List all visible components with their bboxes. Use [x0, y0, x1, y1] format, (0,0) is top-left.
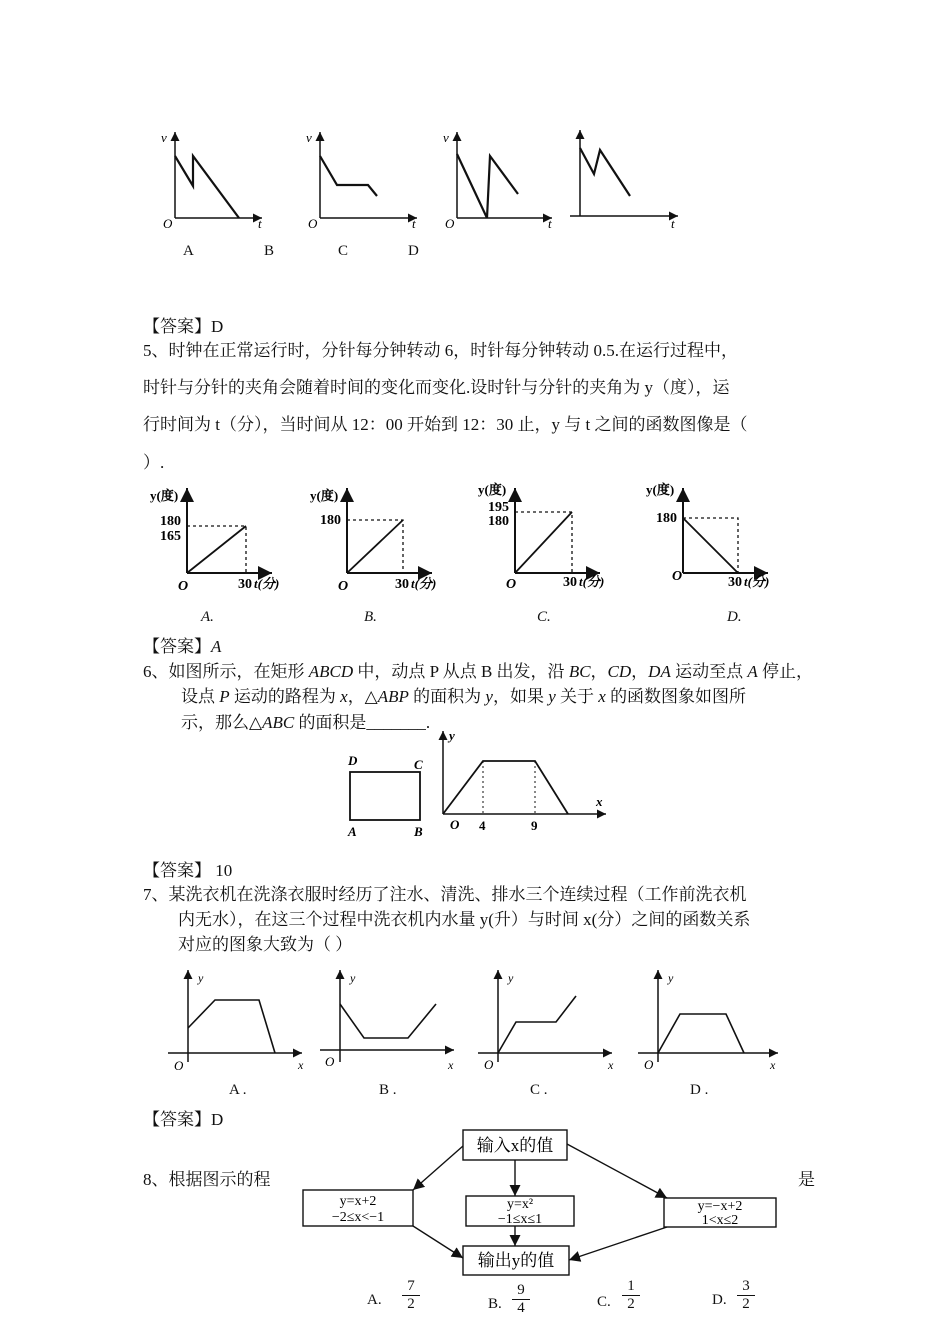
svg-text:O: O — [450, 817, 460, 832]
q7-option-a: A . — [229, 1082, 247, 1098]
svg-text:A: A — [348, 824, 357, 839]
svg-text:30: 30 — [728, 575, 742, 590]
q6-answer: 【答案】 10 — [143, 861, 233, 880]
svg-text:O: O — [308, 216, 318, 231]
q6-figure — [340, 728, 620, 843]
q4-graph-b — [306, 130, 417, 231]
svg-text:x: x — [770, 1058, 776, 1072]
q4-option-a: A — [183, 243, 194, 259]
svg-text:x: x — [298, 1058, 304, 1072]
q6-rectangle — [350, 772, 420, 820]
q4-graph-d — [570, 130, 678, 231]
svg-text:x: x — [608, 1058, 614, 1072]
q4-graphs — [150, 120, 710, 240]
q6-graph — [443, 728, 606, 833]
q5-option-d: D. — [727, 609, 742, 625]
svg-text:t(分): t(分) — [579, 574, 605, 589]
svg-text:30: 30 — [395, 577, 409, 592]
q8-option-d-fraction: $\frac{3}{2}$ — [737, 1278, 755, 1313]
q7-graph-d — [638, 970, 778, 1072]
svg-text:B: B — [414, 824, 423, 839]
svg-text:y(度): y(度) — [310, 488, 339, 503]
svg-text:y(度): y(度) — [478, 482, 507, 497]
q4-option-c: C — [338, 243, 349, 259]
svg-text:v: v — [443, 130, 449, 145]
svg-text:输入x的值: 输入x的值 — [476, 1136, 554, 1155]
q8-option-d: D. — [712, 1292, 727, 1308]
svg-text:180: 180 — [160, 514, 181, 529]
q8-option-a: A. — [367, 1292, 382, 1308]
svg-text:O: O — [506, 577, 517, 592]
svg-text:O: O — [672, 569, 683, 584]
svg-text:O: O — [644, 1057, 654, 1072]
svg-text:y=x²: y=x² — [506, 1197, 534, 1212]
q5-graph-d — [646, 482, 769, 590]
q5-graph-a — [150, 488, 279, 594]
svg-text:O: O — [325, 1054, 335, 1069]
svg-text:30: 30 — [563, 575, 577, 590]
svg-text:30: 30 — [238, 577, 252, 592]
q6-line-3: 示，那么△ABC 的面积是_______. — [181, 713, 431, 732]
svg-text:y: y — [198, 971, 204, 985]
svg-text:1<x≤2: 1<x≤2 — [701, 1213, 739, 1228]
svg-text:O: O — [174, 1058, 184, 1073]
svg-text:O: O — [178, 579, 189, 594]
svg-text:−2≤x<−1: −2≤x<−1 — [331, 1210, 385, 1225]
svg-text:输出y的值: 输出y的值 — [477, 1251, 555, 1270]
q7-line-3: 对应的图象大致为（ ） — [178, 935, 353, 954]
svg-text:t: t — [548, 216, 552, 231]
svg-text:t: t — [671, 216, 675, 231]
q7-line-2: 内无水），在这三个过程中洗衣机内水量 y(升）与时间 x(分）之间的函数关系 — [178, 910, 751, 929]
q7-graph-c — [478, 970, 614, 1072]
svg-text:t(分): t(分) — [411, 576, 437, 591]
q7-graph-a — [168, 970, 304, 1073]
q4-option-b: B — [264, 243, 275, 259]
svg-text:x: x — [596, 794, 603, 809]
svg-text:4: 4 — [479, 818, 486, 833]
q4a-t: t — [258, 216, 262, 231]
svg-text:t: t — [412, 216, 416, 231]
q7-answer: 【答案】D — [143, 1110, 224, 1129]
q8-option-a-fraction: $\frac{7}{2}$ — [402, 1278, 420, 1313]
q5-line-4: ）. — [143, 453, 165, 472]
q5-option-b: B. — [364, 609, 377, 625]
svg-text:180: 180 — [488, 514, 509, 529]
svg-text:195: 195 — [488, 500, 509, 515]
svg-text:y: y — [350, 971, 356, 985]
q4-graph-a — [161, 130, 262, 231]
q7-option-b: B . — [379, 1082, 397, 1098]
q4a-o: O — [163, 216, 173, 231]
svg-text:D: D — [348, 753, 358, 768]
q5-option-c: C. — [537, 609, 551, 625]
q4-answer: 【答案】D — [143, 317, 224, 336]
svg-text:y(度): y(度) — [646, 482, 675, 497]
q8-option-c: C. — [597, 1294, 611, 1310]
svg-text:O: O — [338, 579, 349, 594]
svg-text:y: y — [449, 728, 455, 743]
q5-line-3: 行时间为 t（分），当时间从 12：00 开始到 12：30 止，y 与 t 之间的函数图像是（ — [143, 415, 748, 434]
q7-graphs — [160, 962, 800, 1077]
svg-text:9: 9 — [531, 818, 538, 833]
q7-line-1: 7、某洗衣机在洗涤衣服时经历了注水、清洗、排水三个连续过程（工作前洗衣机 — [143, 885, 747, 904]
svg-text:y: y — [508, 971, 514, 985]
svg-text:t(分): t(分) — [254, 576, 280, 591]
q8-option-b: B. — [488, 1296, 502, 1312]
svg-text:y(度): y(度) — [150, 488, 179, 503]
svg-text:y: y — [668, 971, 674, 985]
q4-option-d: D — [408, 243, 419, 259]
svg-text:t(分): t(分) — [744, 574, 770, 589]
q5-line-1: 5、时钟在正常运行时，分针每分钟转动 6，时针每分钟转动 0.5.在运行过程中， — [143, 341, 738, 360]
q5-answer: 【答案】A — [143, 637, 222, 656]
q5-graph-b — [310, 488, 436, 594]
q5-option-a: A. — [201, 609, 214, 625]
svg-text:−1≤x≤1: −1≤x≤1 — [497, 1212, 543, 1227]
svg-text:y=x+2: y=x+2 — [339, 1194, 377, 1209]
q7-option-d: D . — [690, 1082, 709, 1098]
q6-line-2: 设点 P 运动的路程为 x，△ABP 的面积为 y，如果 y 关于 x 的函数图象如图所 — [181, 687, 747, 706]
q8-flowchart — [295, 1122, 785, 1282]
q8-option-c-fraction: $\frac{1}{2}$ — [622, 1278, 640, 1313]
svg-text:x: x — [448, 1058, 454, 1072]
svg-text:y=−x+2: y=−x+2 — [697, 1199, 743, 1214]
q6-line-1: 6、如图所示，在矩形 ABCD 中，动点 P 从点 B 出发，沿 BC，CD，DA 运动至点 A 停止， — [143, 662, 813, 681]
svg-text:v: v — [306, 130, 312, 145]
svg-text:165: 165 — [160, 529, 181, 544]
q5-line-2: 时针与分针的夹角会随着时间的变化而变化.设时针与分针的夹角为 y（度），运 — [143, 378, 730, 397]
q8-stem-start: 8、根据图示的程 — [143, 1170, 271, 1189]
q8-option-b-fraction: $\frac{9}{4}$ — [512, 1282, 530, 1317]
svg-text:180: 180 — [656, 511, 677, 526]
q4a-v: v — [161, 130, 167, 145]
q5-graph-c — [478, 482, 604, 592]
q7-option-c: C . — [530, 1082, 548, 1098]
svg-text:O: O — [484, 1057, 494, 1072]
q8-stem-end: 是 — [798, 1170, 815, 1189]
q4-graph-c — [443, 130, 552, 231]
svg-text:C: C — [414, 757, 423, 772]
q7-graph-b — [320, 970, 454, 1072]
q5-graphs — [140, 478, 800, 603]
svg-text:O: O — [445, 216, 455, 231]
svg-text:180: 180 — [320, 513, 341, 528]
